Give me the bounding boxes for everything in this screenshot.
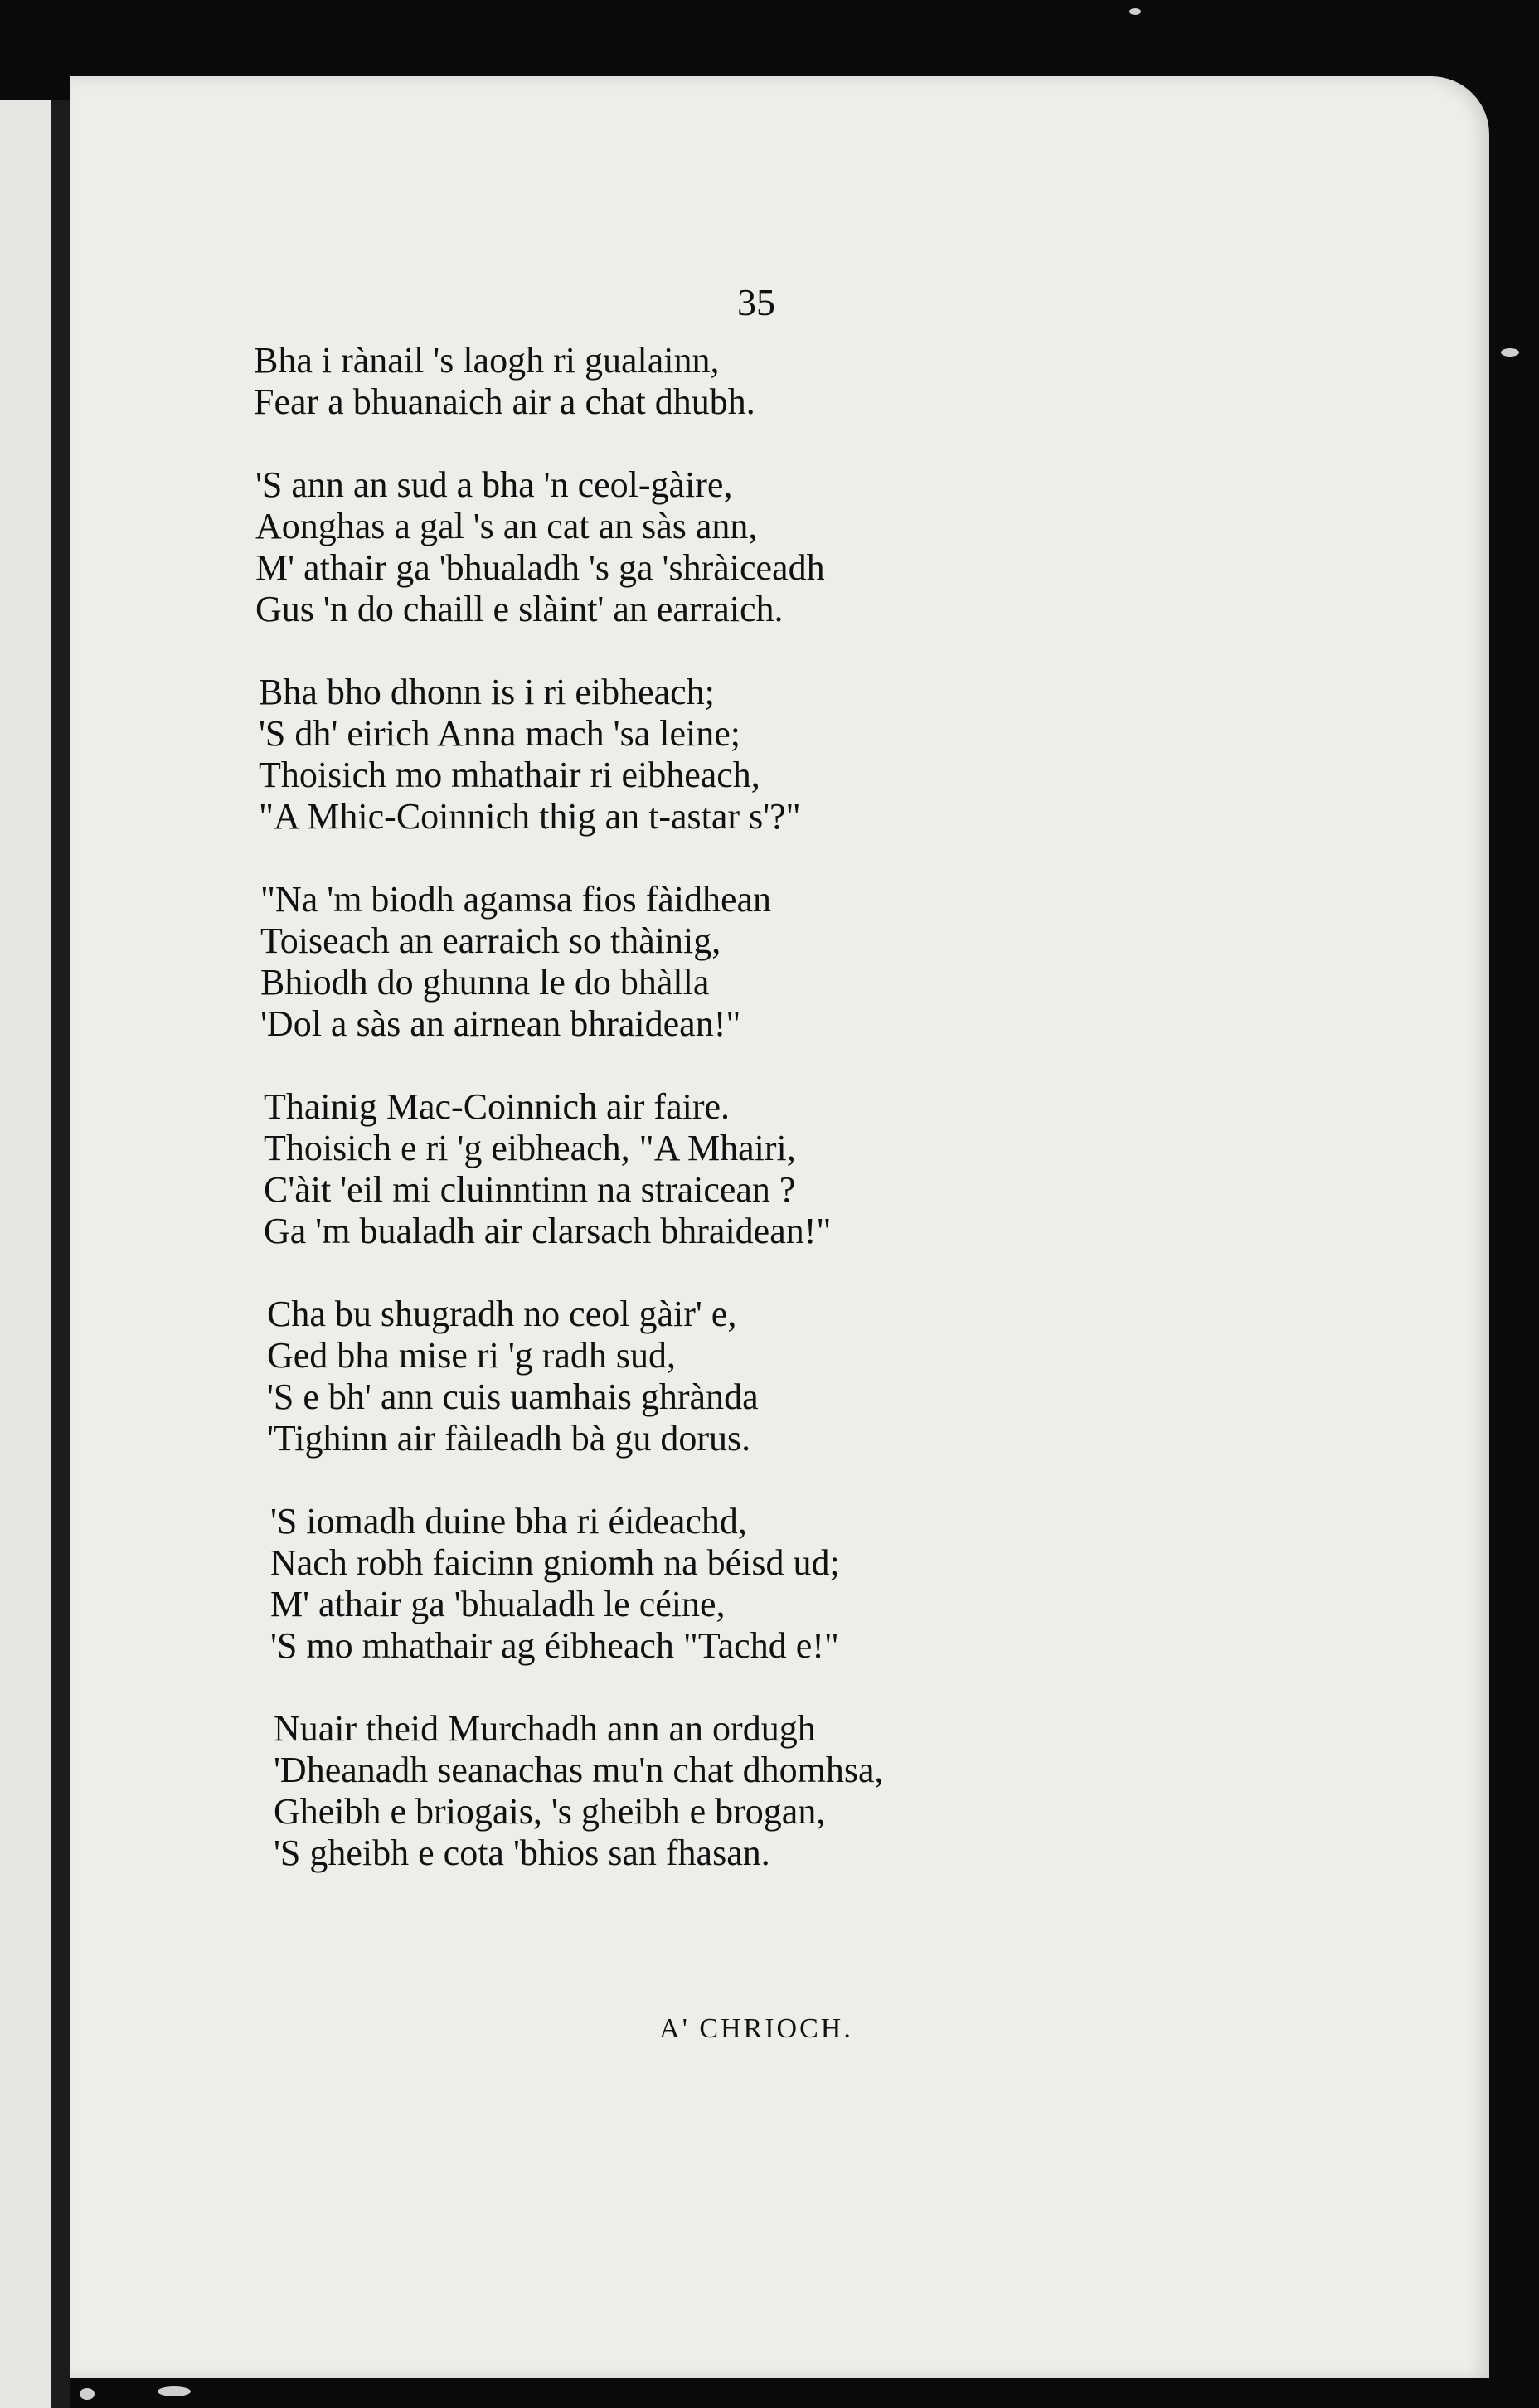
poem-line: Bha i rànail 's laogh ri gualainn, <box>254 340 720 381</box>
poem-line: Gheibh e briogais, 's gheibh e brogan, <box>274 1791 826 1832</box>
poem-body <box>254 340 1348 1915</box>
poem-line: Toiseach an earraich so thàinig, <box>260 920 721 961</box>
poem-line: 'Dol a sàs an airnean bhraidean!" <box>260 1003 741 1044</box>
stanza <box>259 672 1348 837</box>
poem-line: "Na 'm biodh agamsa fios fàidhean <box>260 879 772 920</box>
facing-page-edge <box>0 100 51 2408</box>
poem-line: Nach robh faicinn gniomh na béisd ud; <box>270 1542 840 1583</box>
page-number: 35 <box>737 281 775 323</box>
poem-line: "A Mhic-Coinnich thig an t-astar s'?" <box>259 796 801 837</box>
closing-mark: A' CHRIOCH. <box>659 2013 853 2044</box>
stanza <box>267 1294 1348 1459</box>
poem-line: 'S iomadh duine bha ri éideachd, <box>270 1501 747 1541</box>
poem-line: 'Dheanadh seanachas mu'n chat dhomhsa, <box>274 1750 884 1790</box>
poem-line: 'S e bh' ann cuis uamhais ghrànda <box>267 1376 759 1417</box>
scan-speck <box>1501 348 1519 357</box>
stanza <box>270 1501 1348 1667</box>
poem-line: Ged bha mise ri 'g radh sud, <box>267 1335 677 1376</box>
poem-line: 'S dh' eirich Anna mach 'sa leine; <box>259 713 740 754</box>
poem-line: M' athair ga 'bhualadh le céine, <box>270 1584 726 1624</box>
book-page <box>70 76 1489 2378</box>
poem-line: Thoisich mo mhathair ri eibheach, <box>259 755 760 795</box>
poem-line: Nuair theid Murchadh ann an ordugh <box>274 1708 816 1749</box>
scan-speck <box>80 2388 95 2400</box>
poem-line: 'Tighinn air fàileadh bà gu dorus. <box>267 1418 751 1459</box>
poem-line: Thoisich e ri 'g eibheach, "A Mhairi, <box>264 1128 796 1168</box>
poem-line: Bhiodh do ghunna le do bhàlla <box>260 962 710 1003</box>
poem-line: Gus 'n do chaill e slàint' an earraich. <box>255 589 784 629</box>
stanza <box>255 464 1348 630</box>
poem-line: Bha bho dhonn is i ri eibheach; <box>259 672 715 712</box>
scan-speck <box>1129 8 1141 15</box>
poem-line: 'S gheibh e cota 'bhios san fhasan. <box>274 1833 770 1873</box>
poem-line: 'S ann an sud a bha 'n ceol-gàire, <box>255 464 733 505</box>
poem-line: Ga 'm bualadh air clarsach bhraidean!" <box>264 1211 832 1251</box>
poem-line: Fear a bhuanaich air a chat dhubh. <box>254 381 755 422</box>
stanza <box>260 879 1348 1045</box>
poem-line: 'S mo mhathair ag éibheach "Tachd e!" <box>270 1625 839 1666</box>
stanza <box>264 1086 1348 1252</box>
scan-speck <box>158 2386 191 2396</box>
book-spine-shadow <box>51 100 70 2408</box>
stanza <box>274 1708 1348 1874</box>
poem-line: Cha bu shugradh no ceol gàir' e, <box>267 1294 737 1334</box>
stanza <box>254 340 1348 423</box>
poem-line: Aonghas a gal 's an cat an sàs ann, <box>255 506 758 546</box>
poem-line: C'àit 'eil mi cluinntinn na straicean ? <box>264 1169 796 1210</box>
poem-line: Thainig Mac-Coinnich air faire. <box>264 1086 731 1127</box>
poem-line: M' athair ga 'bhualadh 's ga 'shràiceadh <box>255 547 825 588</box>
